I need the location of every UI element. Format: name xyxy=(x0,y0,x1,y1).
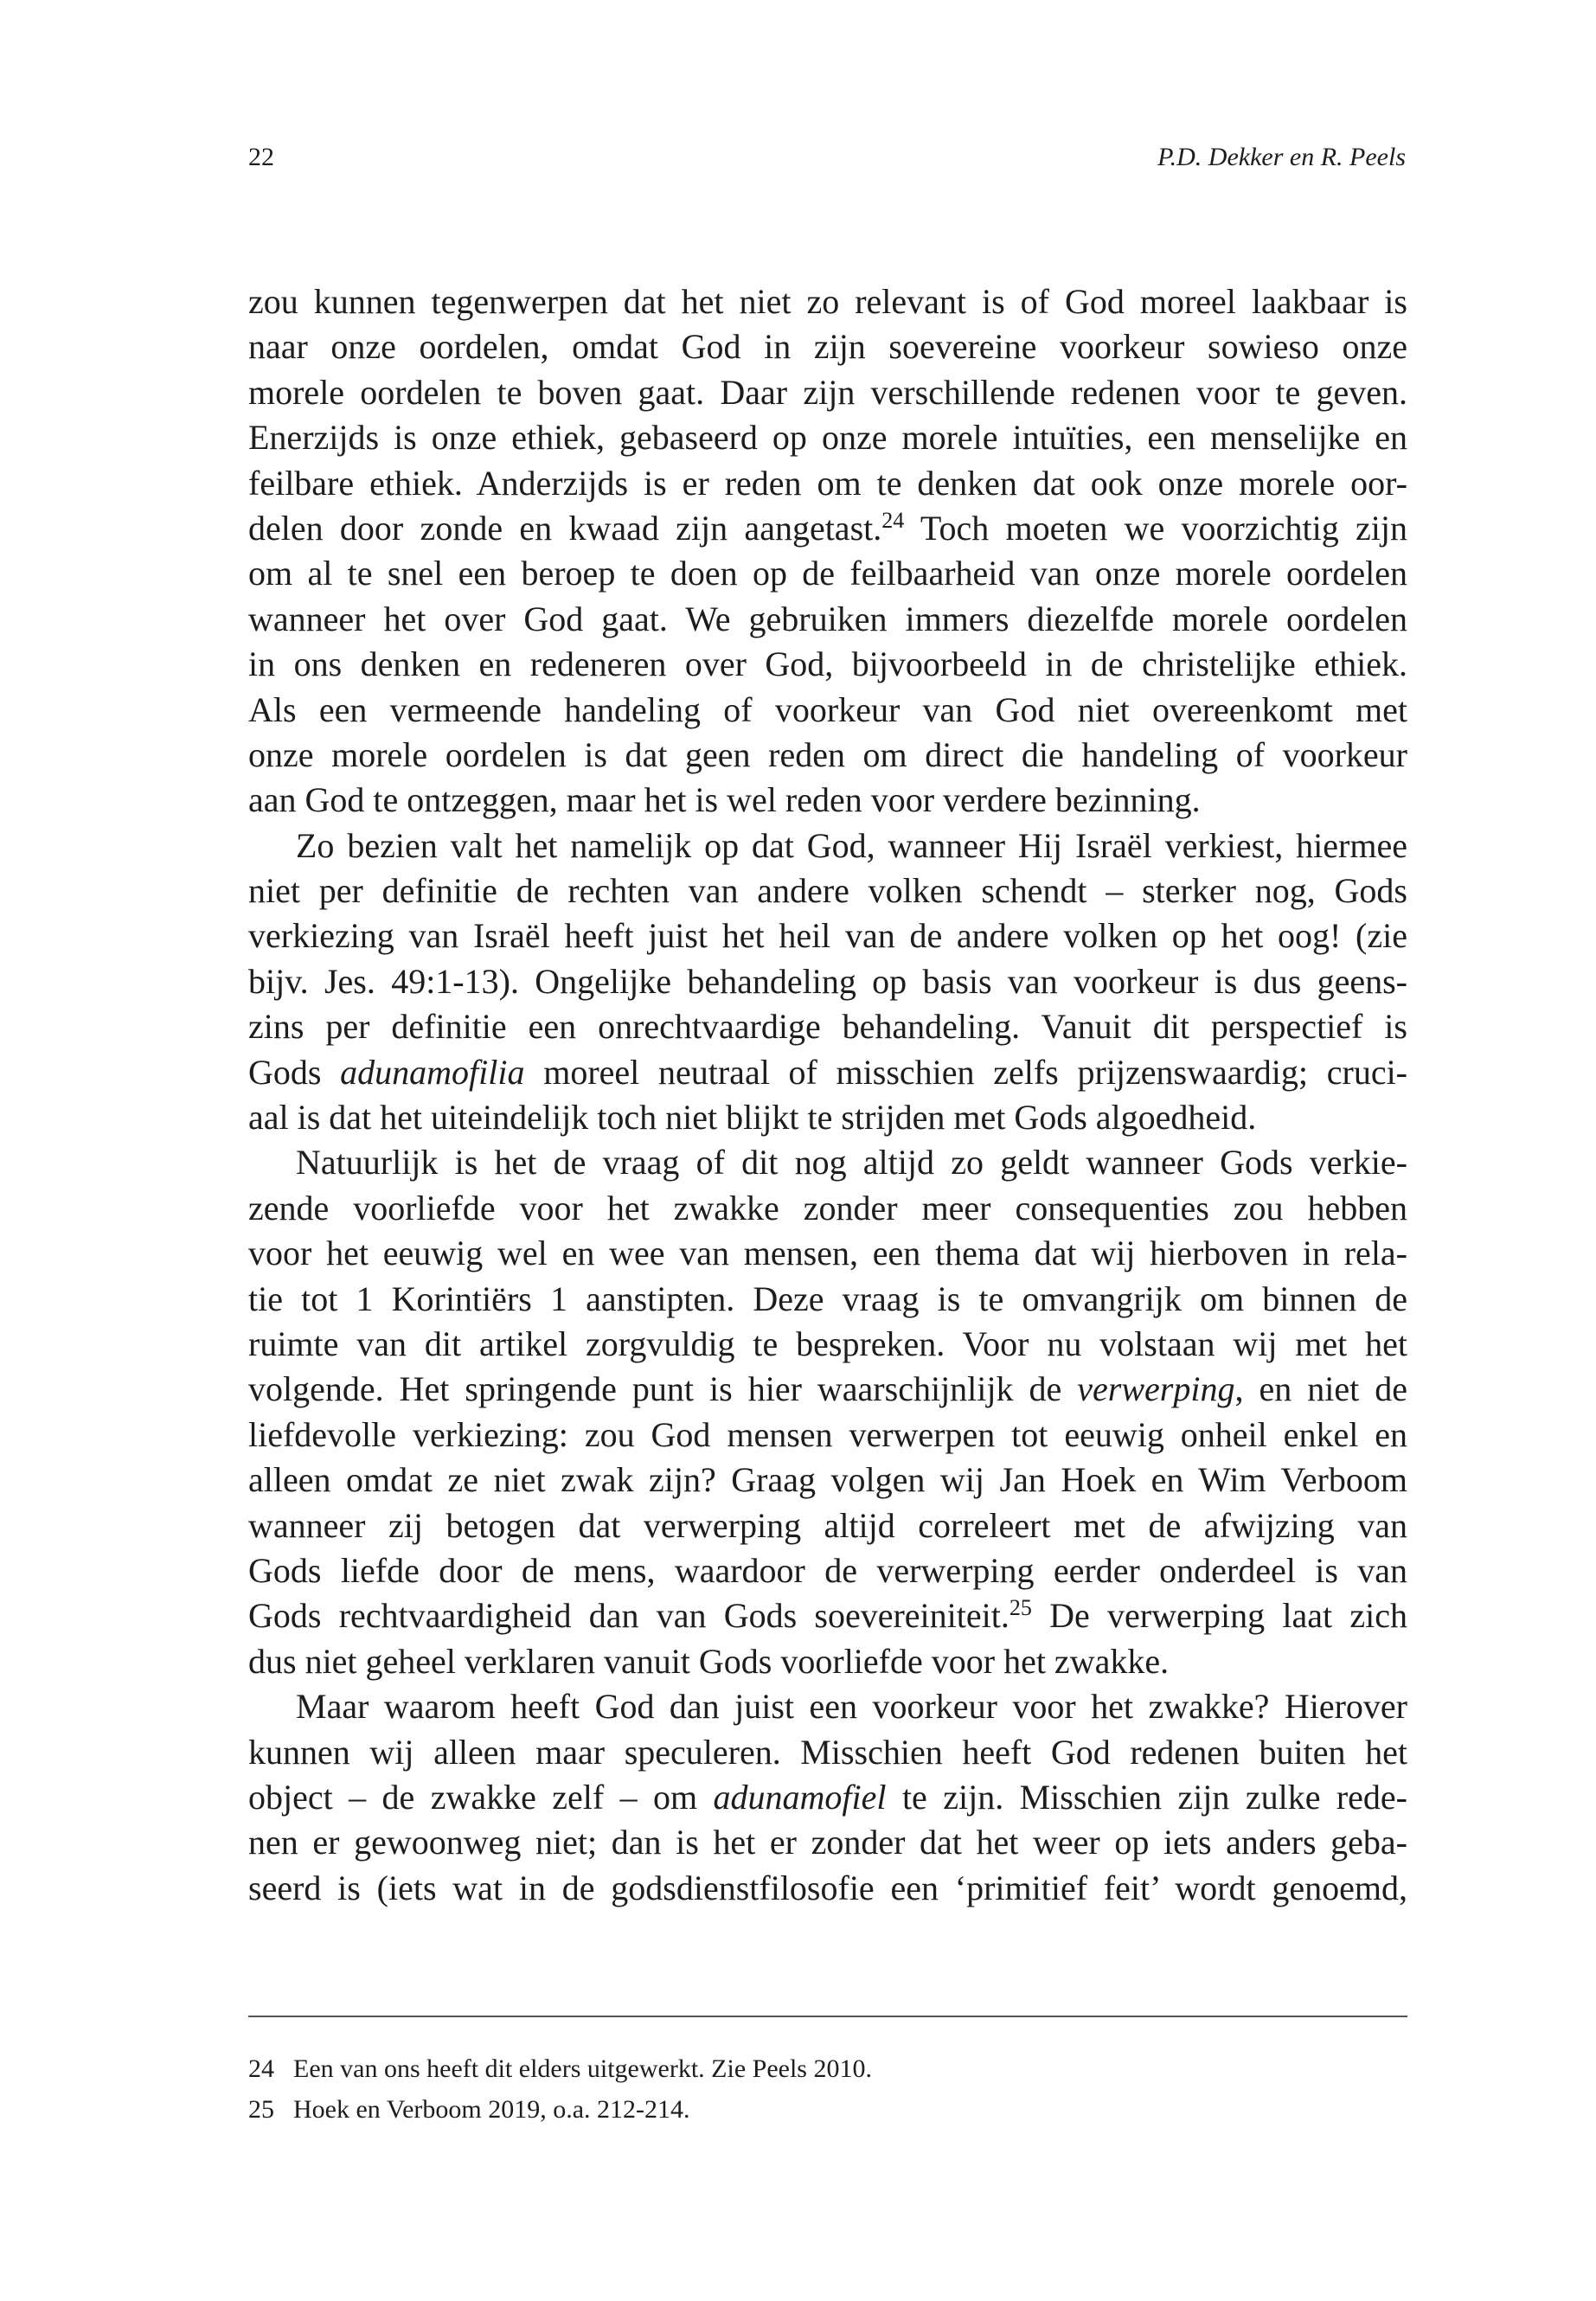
text-line xyxy=(248,1775,1407,1820)
text-segment: Als een vermeende handeling of voorkeur van God niet overeenkomt met xyxy=(248,689,1407,729)
text-line xyxy=(248,279,1407,324)
footnote-divider xyxy=(248,2016,1407,2017)
text-line xyxy=(248,824,1407,868)
footnote-text: Hoek en Verboom 2019, o.a. 212-214. xyxy=(293,2095,690,2124)
text-segment: morele oordelen te boven gaat. Daar zijn verschillende redenen voor te geven. xyxy=(248,372,1407,412)
text-segment: Gods rechtvaardigheid dan van Gods soevereiniteit. xyxy=(248,1596,1010,1636)
text-segment: wanneer zij betogen dat verwerping altijd correleert met de afwijzing van xyxy=(248,1505,1407,1545)
text-segment: aan God te ontzeggen, maar het is wel reden voor verdere bezinning. xyxy=(248,780,1201,820)
text-line xyxy=(248,868,1407,913)
text-segment: Natuurlijk is het de vraag of dit nog altijd zo geldt wanneer Gods verkie- xyxy=(296,1143,1407,1183)
footnote-text: Een van ons heeft dit elders uitgewerkt. Zie Peels 2010. xyxy=(293,2054,872,2083)
text-line xyxy=(248,1322,1407,1367)
text-segment: Toch moeten we voorzichtig zijn xyxy=(904,508,1407,548)
text-line xyxy=(248,1231,1407,1276)
text-segment: ruimte van dit artikel zorgvuldig te bespreken. Voor nu volstaan wij met het xyxy=(248,1324,1407,1363)
text-line xyxy=(248,597,1407,642)
text-line xyxy=(248,1186,1407,1231)
text-segment: kunnen wij alleen maar speculeren. Misschien heeft God redenen buiten het xyxy=(248,1732,1407,1772)
italic-term: verwerping xyxy=(1077,1369,1235,1409)
text-segment: naar onze oordelen, omdat God in zijn soevereine voorkeur sowieso onze xyxy=(248,327,1407,367)
footnote-number: 25 xyxy=(248,2095,274,2124)
text-segment: voor het eeuwig wel en wee van mensen, een thema dat wij hierboven in rela- xyxy=(248,1234,1407,1273)
text-line xyxy=(248,1140,1407,1185)
text-line xyxy=(248,1095,1407,1140)
text-segment: volgende. Het springende punt is hier waarschijnlijk de xyxy=(248,1369,1078,1409)
text-segment: alleen omdat ze niet zwak zijn? Graag volgen wij Jan Hoek en Wim Verboom xyxy=(248,1460,1407,1500)
text-line xyxy=(248,506,1407,551)
footnote-reference: 25 xyxy=(1009,1595,1032,1621)
text-segment: tie tot 1 Korintiërs 1 aanstipten. Deze vraag is te omvangrijk om binnen de xyxy=(248,1279,1407,1318)
text-segment: aal is dat het uiteindelijk toch niet blijkt te strijden met Gods algoedheid. xyxy=(248,1098,1257,1138)
text-line xyxy=(248,688,1407,733)
footnote-24 xyxy=(248,2048,1407,2089)
page-number: 22 xyxy=(248,143,274,171)
footnote-number: 24 xyxy=(248,2054,274,2083)
footnote-reference: 24 xyxy=(881,507,905,533)
text-line xyxy=(248,1050,1407,1095)
text-line xyxy=(248,1367,1407,1412)
text-segment: De verwerping laat zich xyxy=(1031,1596,1407,1636)
text-segment: te zijn. Misschien zijn zulke rede- xyxy=(886,1777,1407,1817)
italic-term: adunamofiel xyxy=(713,1777,887,1817)
text-line xyxy=(248,1458,1407,1503)
text-line xyxy=(248,913,1407,958)
text-line xyxy=(248,1593,1407,1638)
text-line xyxy=(248,1548,1407,1593)
text-segment: , en niet de xyxy=(1234,1369,1407,1409)
text-segment: seerd is (iets wat in de godsdienstfilosofie een ‘primitief feit’ wordt genoemd, xyxy=(248,1868,1407,1907)
text-segment: zende voorliefde voor het zwakke zonder meer consequenties zou hebben xyxy=(248,1188,1407,1227)
text-segment: Gods xyxy=(248,1052,341,1092)
body-text xyxy=(248,279,1407,1911)
text-segment: zins per definitie een onrechtvaardige behandeling. Vanuit dit perspectief is xyxy=(248,1007,1407,1047)
text-line xyxy=(248,1004,1407,1049)
text-segment: nen er gewoonweg niet; dan is het er zonder dat het weer op iets anders geba- xyxy=(248,1823,1407,1862)
text-segment: bijv. Jes. 49:1-13). Ongelijke behandeling op basis van voorkeur is dus geens- xyxy=(248,961,1407,1001)
text-segment: feilbare ethiek. Anderzijds is er reden om te denken dat ook onze morele oor- xyxy=(248,463,1407,503)
text-line xyxy=(248,959,1407,1004)
text-line xyxy=(248,1639,1407,1684)
text-line xyxy=(248,1684,1407,1729)
text-segment: in ons denken en redeneren over God, bijvoorbeeld in de christelijke ethiek. xyxy=(248,644,1407,684)
text-line xyxy=(248,1503,1407,1548)
text-segment: delen door zonde en kwaad zijn aangetast. xyxy=(248,508,882,548)
text-line xyxy=(248,1866,1407,1911)
text-segment: Enerzijds is onze ethiek, gebaseerd op onze morele intuïties, een menselijke en xyxy=(248,418,1407,458)
text-segment: moreel neutraal of misschien zelfs prijzenswaardig; cruci- xyxy=(524,1052,1408,1092)
text-line xyxy=(248,642,1407,687)
text-segment: om al te snel een beroep te doen op de feilbaarheid van onze morele oordelen xyxy=(248,554,1407,593)
text-segment: onze morele oordelen is dat geen reden om direct die handeling of voorkeur xyxy=(248,734,1407,774)
footnote-25 xyxy=(248,2089,1407,2130)
text-line xyxy=(248,551,1407,596)
running-head: P.D. Dekker en R. Peels xyxy=(1157,143,1406,171)
text-line xyxy=(248,778,1407,823)
italic-term: adunamofilia xyxy=(340,1052,525,1092)
text-segment: object – de zwakke zelf – om xyxy=(248,1777,714,1817)
text-segment: Gods liefde door de mens, waardoor de verwerping eerder onderdeel is van xyxy=(248,1550,1407,1590)
text-segment: Maar waarom heeft God dan juist een voorkeur voor het zwakke? Hierover xyxy=(296,1687,1407,1727)
text-line xyxy=(248,1820,1407,1865)
text-line xyxy=(248,1413,1407,1458)
text-line xyxy=(248,461,1407,506)
text-segment: dus niet geheel verklaren vanuit Gods voorliefde voor het zwakke. xyxy=(248,1641,1170,1681)
text-segment: Zo bezien valt het namelijk op dat God, wanneer Hij Israël verkiest, hiermee xyxy=(296,825,1407,865)
text-line xyxy=(248,415,1407,460)
text-segment: zou kunnen tegenwerpen dat het niet zo relevant is of God moreel laakbaar is xyxy=(248,282,1407,321)
text-line xyxy=(248,324,1407,369)
footnotes xyxy=(248,2048,1407,2130)
text-segment: niet per definitie de rechten van andere volken schendt – sterker nog, Gods xyxy=(248,871,1407,911)
text-segment: wanneer het over God gaat. We gebruiken immers diezelfde morele oordelen xyxy=(248,599,1407,638)
text-line xyxy=(248,1730,1407,1775)
text-segment: liefdevolle verkiezing: zou God mensen verwerpen tot eeuwig onheil enkel en xyxy=(248,1414,1407,1454)
text-line xyxy=(248,1277,1407,1322)
text-segment: verkiezing van Israël heeft juist het heil van de andere volken op het oog! (zie xyxy=(248,916,1407,956)
text-line xyxy=(248,370,1407,415)
text-line xyxy=(248,733,1407,778)
